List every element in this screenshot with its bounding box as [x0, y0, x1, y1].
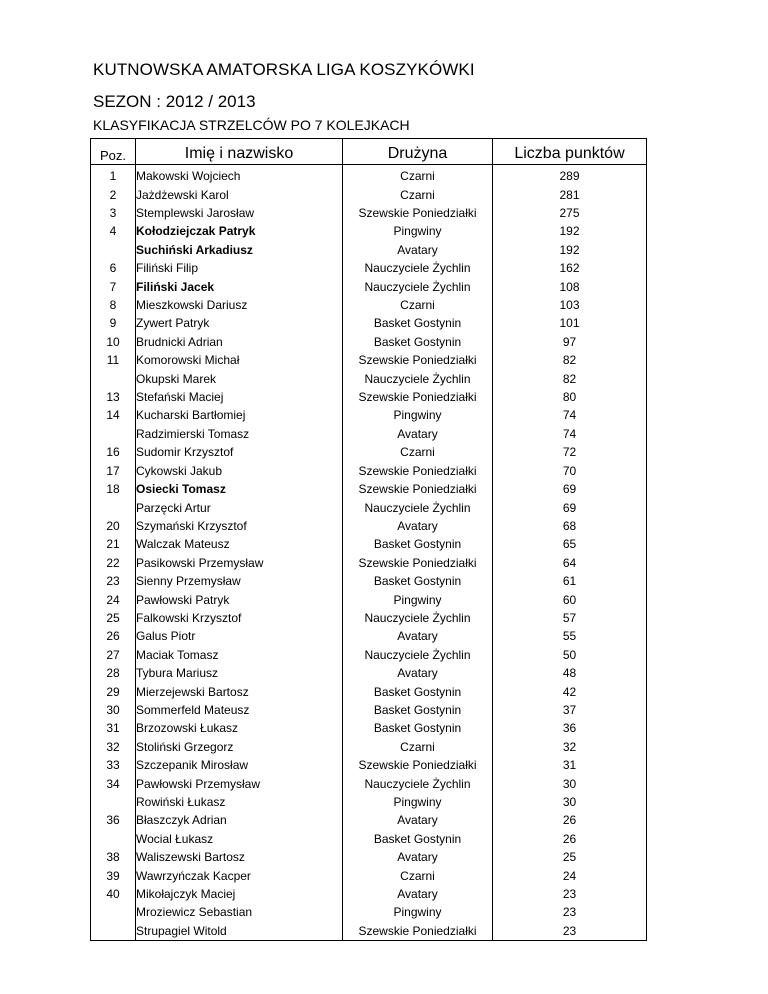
team-cell: Basket Gostynin [343, 572, 493, 590]
player-name-cell: Szymański Krzysztof [136, 517, 343, 535]
team-cell: Czarni [343, 296, 493, 314]
player-name-cell: Falkowski Krzysztof [136, 609, 343, 627]
position-cell: 24 [91, 590, 136, 608]
points-cell: 37 [493, 701, 647, 719]
player-name-cell: Kucharski Bartłomiej [136, 406, 343, 424]
position-cell: 14 [91, 406, 136, 424]
player-name-cell: Stemplewski Jarosław [136, 204, 343, 222]
position-cell [91, 922, 136, 941]
points-cell: 31 [493, 756, 647, 774]
table-row [91, 535, 647, 553]
position-cell: 1 [91, 165, 136, 186]
team-cell: Szewskie Poniedziałki [343, 462, 493, 480]
table-row [91, 204, 647, 222]
player-name-cell: Walczak Mateusz [136, 535, 343, 553]
position-cell: 2 [91, 185, 136, 203]
points-cell: 65 [493, 535, 647, 553]
position-cell: 33 [91, 756, 136, 774]
table-row [91, 664, 647, 682]
team-cell: Szewskie Poniedziałki [343, 351, 493, 369]
player-name-cell: Sudomir Krzysztof [136, 443, 343, 461]
table-row [91, 554, 647, 572]
table-row [91, 498, 647, 516]
table-row [91, 793, 647, 811]
table-row [91, 774, 647, 792]
position-cell: 3 [91, 204, 136, 222]
team-cell: Szewskie Poniedziałki [343, 922, 493, 941]
position-cell: 28 [91, 664, 136, 682]
table-row [91, 627, 647, 645]
player-name-cell: Stefański Maciej [136, 388, 343, 406]
table-row [91, 903, 647, 921]
team-cell: Czarni [343, 185, 493, 203]
season-title: SEZON : 2012 / 2013 [93, 92, 256, 111]
table-row [91, 480, 647, 498]
player-name-cell: Mieszkowski Dariusz [136, 296, 343, 314]
player-name-cell: Kołodziejczak Patryk [136, 222, 343, 240]
position-cell: 9 [91, 314, 136, 332]
position-cell: 25 [91, 609, 136, 627]
team-cell: Basket Gostynin [343, 701, 493, 719]
points-cell: 108 [493, 277, 647, 295]
team-cell: Basket Gostynin [343, 333, 493, 351]
player-name-cell: Osiecki Tomasz [136, 480, 343, 498]
position-cell: 38 [91, 848, 136, 866]
points-cell: 289 [493, 165, 647, 186]
table-row [91, 425, 647, 443]
points-cell: 69 [493, 498, 647, 516]
table-row [91, 241, 647, 259]
position-cell: 39 [91, 866, 136, 884]
player-name-cell: Maciak Tomasz [136, 646, 343, 664]
team-cell: Pingwiny [343, 222, 493, 240]
player-name-cell: Pawłowski Przemysław [136, 774, 343, 792]
team-cell: Basket Gostynin [343, 682, 493, 700]
table-row [91, 333, 647, 351]
team-cell: Avatary [343, 811, 493, 829]
position-cell: 7 [91, 277, 136, 295]
team-cell: Basket Gostynin [343, 719, 493, 737]
points-cell: 74 [493, 406, 647, 424]
table-row [91, 848, 647, 866]
table-row [91, 277, 647, 295]
team-cell: Nauczyciele Żychlin [343, 498, 493, 516]
player-name-cell: Wawrzyńczak Kacper [136, 866, 343, 884]
team-cell: Avatary [343, 885, 493, 903]
team-cell: Szewskie Poniedziałki [343, 388, 493, 406]
points-cell: 36 [493, 719, 647, 737]
position-cell [91, 830, 136, 848]
player-name-cell: Rowiński Łukasz [136, 793, 343, 811]
points-cell: 32 [493, 738, 647, 756]
points-cell: 57 [493, 609, 647, 627]
position-cell: 27 [91, 646, 136, 664]
player-name-cell: Jażdżewski Karol [136, 185, 343, 203]
points-cell: 55 [493, 627, 647, 645]
classification-subtitle: KLASYFIKACJA STRZELCÓW PO 7 KOLEJKACH [93, 117, 410, 133]
position-cell [91, 903, 136, 921]
position-cell: 29 [91, 682, 136, 700]
player-name-cell: Brzozowski Łukasz [136, 719, 343, 737]
table-row [91, 165, 647, 186]
points-cell: 26 [493, 830, 647, 848]
points-cell: 82 [493, 351, 647, 369]
table-header-row [91, 139, 647, 165]
player-name-cell: Stoliński Grzegorz [136, 738, 343, 756]
points-cell: 60 [493, 590, 647, 608]
team-cell: Szewskie Poniedziałki [343, 554, 493, 572]
player-name-cell: Sommerfeld Mateusz [136, 701, 343, 719]
table-row [91, 885, 647, 903]
player-name-cell: Radzimierski Tomasz [136, 425, 343, 443]
player-name-cell: Galus Piotr [136, 627, 343, 645]
points-cell: 48 [493, 664, 647, 682]
points-cell: 275 [493, 204, 647, 222]
points-cell: 24 [493, 866, 647, 884]
points-cell: 162 [493, 259, 647, 277]
points-cell: 70 [493, 462, 647, 480]
table-row [91, 406, 647, 424]
table-row [91, 811, 647, 829]
position-cell: 10 [91, 333, 136, 351]
points-cell: 23 [493, 903, 647, 921]
player-name-cell: Filiński Filip [136, 259, 343, 277]
points-cell: 30 [493, 774, 647, 792]
position-cell: 34 [91, 774, 136, 792]
team-cell: Basket Gostynin [343, 830, 493, 848]
player-name-cell: Komorowski Michał [136, 351, 343, 369]
scorers-table [90, 138, 647, 941]
team-cell: Szewskie Poniedziałki [343, 480, 493, 498]
player-name-cell: Cykowski Jakub [136, 462, 343, 480]
table-row [91, 351, 647, 369]
position-cell: 17 [91, 462, 136, 480]
points-cell: 192 [493, 222, 647, 240]
table-row [91, 701, 647, 719]
player-name-cell: Okupski Marek [136, 369, 343, 387]
player-name-cell: Parzęcki Artur [136, 498, 343, 516]
team-cell: Czarni [343, 165, 493, 186]
points-cell: 25 [493, 848, 647, 866]
table-row [91, 388, 647, 406]
team-cell: Pingwiny [343, 590, 493, 608]
table-row [91, 830, 647, 848]
column-header-position: Poz. [91, 139, 136, 165]
position-cell: 16 [91, 443, 136, 461]
position-cell: 18 [91, 480, 136, 498]
team-cell: Avatary [343, 425, 493, 443]
points-cell: 42 [493, 682, 647, 700]
points-cell: 61 [493, 572, 647, 590]
column-header-points: Liczba punktów [493, 139, 647, 165]
points-cell: 101 [493, 314, 647, 332]
team-cell: Avatary [343, 627, 493, 645]
player-name-cell: Sienny Przemysław [136, 572, 343, 590]
position-cell: 21 [91, 535, 136, 553]
points-cell: 30 [493, 793, 647, 811]
position-cell: 6 [91, 259, 136, 277]
player-name-cell: Wocial Łukasz [136, 830, 343, 848]
league-title: KUTNOWSKA AMATORSKA LIGA KOSZYKÓWKI [93, 60, 475, 79]
position-cell: 22 [91, 554, 136, 572]
position-cell: 36 [91, 811, 136, 829]
position-cell: 4 [91, 222, 136, 240]
team-cell: Szewskie Poniedziałki [343, 204, 493, 222]
player-name-cell: Brudnicki Adrian [136, 333, 343, 351]
table-row [91, 609, 647, 627]
table-row [91, 922, 647, 941]
column-header-name: Imię i nazwisko [136, 139, 343, 165]
table-row [91, 462, 647, 480]
player-name-cell: Szczepanik Mirosław [136, 756, 343, 774]
position-cell: 26 [91, 627, 136, 645]
team-cell: Nauczyciele Żychlin [343, 259, 493, 277]
points-cell: 72 [493, 443, 647, 461]
player-name-cell: Mierzejewski Bartosz [136, 682, 343, 700]
points-cell: 192 [493, 241, 647, 259]
position-cell: 31 [91, 719, 136, 737]
position-cell: 11 [91, 351, 136, 369]
team-cell: Nauczyciele Żychlin [343, 369, 493, 387]
points-cell: 80 [493, 388, 647, 406]
player-name-cell: Tybura Mariusz [136, 664, 343, 682]
player-name-cell: Mikołajczyk Maciej [136, 885, 343, 903]
team-cell: Basket Gostynin [343, 314, 493, 332]
team-cell: Pingwiny [343, 903, 493, 921]
team-cell: Pingwiny [343, 406, 493, 424]
team-cell: Avatary [343, 664, 493, 682]
team-cell: Nauczyciele Żychlin [343, 646, 493, 664]
position-cell: 13 [91, 388, 136, 406]
table-row [91, 185, 647, 203]
team-cell: Avatary [343, 241, 493, 259]
table-row [91, 646, 647, 664]
position-cell [91, 793, 136, 811]
table-row [91, 682, 647, 700]
team-cell: Szewskie Poniedziałki [343, 756, 493, 774]
position-cell [91, 498, 136, 516]
points-cell: 82 [493, 369, 647, 387]
points-cell: 74 [493, 425, 647, 443]
table-body [91, 165, 647, 941]
table-row [91, 517, 647, 535]
player-name-cell: Waliszewski Bartosz [136, 848, 343, 866]
points-cell: 50 [493, 646, 647, 664]
position-cell: 20 [91, 517, 136, 535]
points-cell: 103 [493, 296, 647, 314]
table-row [91, 719, 647, 737]
points-cell: 23 [493, 885, 647, 903]
player-name-cell: Strupagiel Witold [136, 922, 343, 941]
points-cell: 97 [493, 333, 647, 351]
position-cell [91, 425, 136, 443]
position-cell: 23 [91, 572, 136, 590]
position-cell [91, 369, 136, 387]
table-row [91, 296, 647, 314]
player-name-cell: Zywert Patryk [136, 314, 343, 332]
player-name-cell: Makowski Wojciech [136, 165, 343, 186]
player-name-cell: Pawłowski Patryk [136, 590, 343, 608]
team-cell: Czarni [343, 738, 493, 756]
table-row [91, 590, 647, 608]
points-cell: 281 [493, 185, 647, 203]
team-cell: Avatary [343, 517, 493, 535]
position-cell: 40 [91, 885, 136, 903]
team-cell: Czarni [343, 866, 493, 884]
team-cell: Pingwiny [343, 793, 493, 811]
table-row [91, 314, 647, 332]
table-row [91, 572, 647, 590]
table-row [91, 443, 647, 461]
table-row [91, 756, 647, 774]
team-cell: Basket Gostynin [343, 535, 493, 553]
table-row [91, 369, 647, 387]
table-row [91, 259, 647, 277]
player-name-cell: Filiński Jacek [136, 277, 343, 295]
player-name-cell: Mroziewicz Sebastian [136, 903, 343, 921]
position-cell [91, 241, 136, 259]
column-header-team: Drużyna [343, 139, 493, 165]
position-cell: 30 [91, 701, 136, 719]
position-cell: 8 [91, 296, 136, 314]
points-cell: 26 [493, 811, 647, 829]
team-cell: Nauczyciele Żychlin [343, 774, 493, 792]
team-cell: Avatary [343, 848, 493, 866]
points-cell: 23 [493, 922, 647, 941]
position-cell: 32 [91, 738, 136, 756]
table-row [91, 738, 647, 756]
points-cell: 64 [493, 554, 647, 572]
points-cell: 68 [493, 517, 647, 535]
player-name-cell: Pasikowski Przemysław [136, 554, 343, 572]
table-row [91, 222, 647, 240]
player-name-cell: Błaszczyk Adrian [136, 811, 343, 829]
table-row [91, 866, 647, 884]
player-name-cell: Suchiński Arkadiusz [136, 241, 343, 259]
points-cell: 69 [493, 480, 647, 498]
team-cell: Nauczyciele Żychlin [343, 609, 493, 627]
team-cell: Nauczyciele Żychlin [343, 277, 493, 295]
team-cell: Czarni [343, 443, 493, 461]
